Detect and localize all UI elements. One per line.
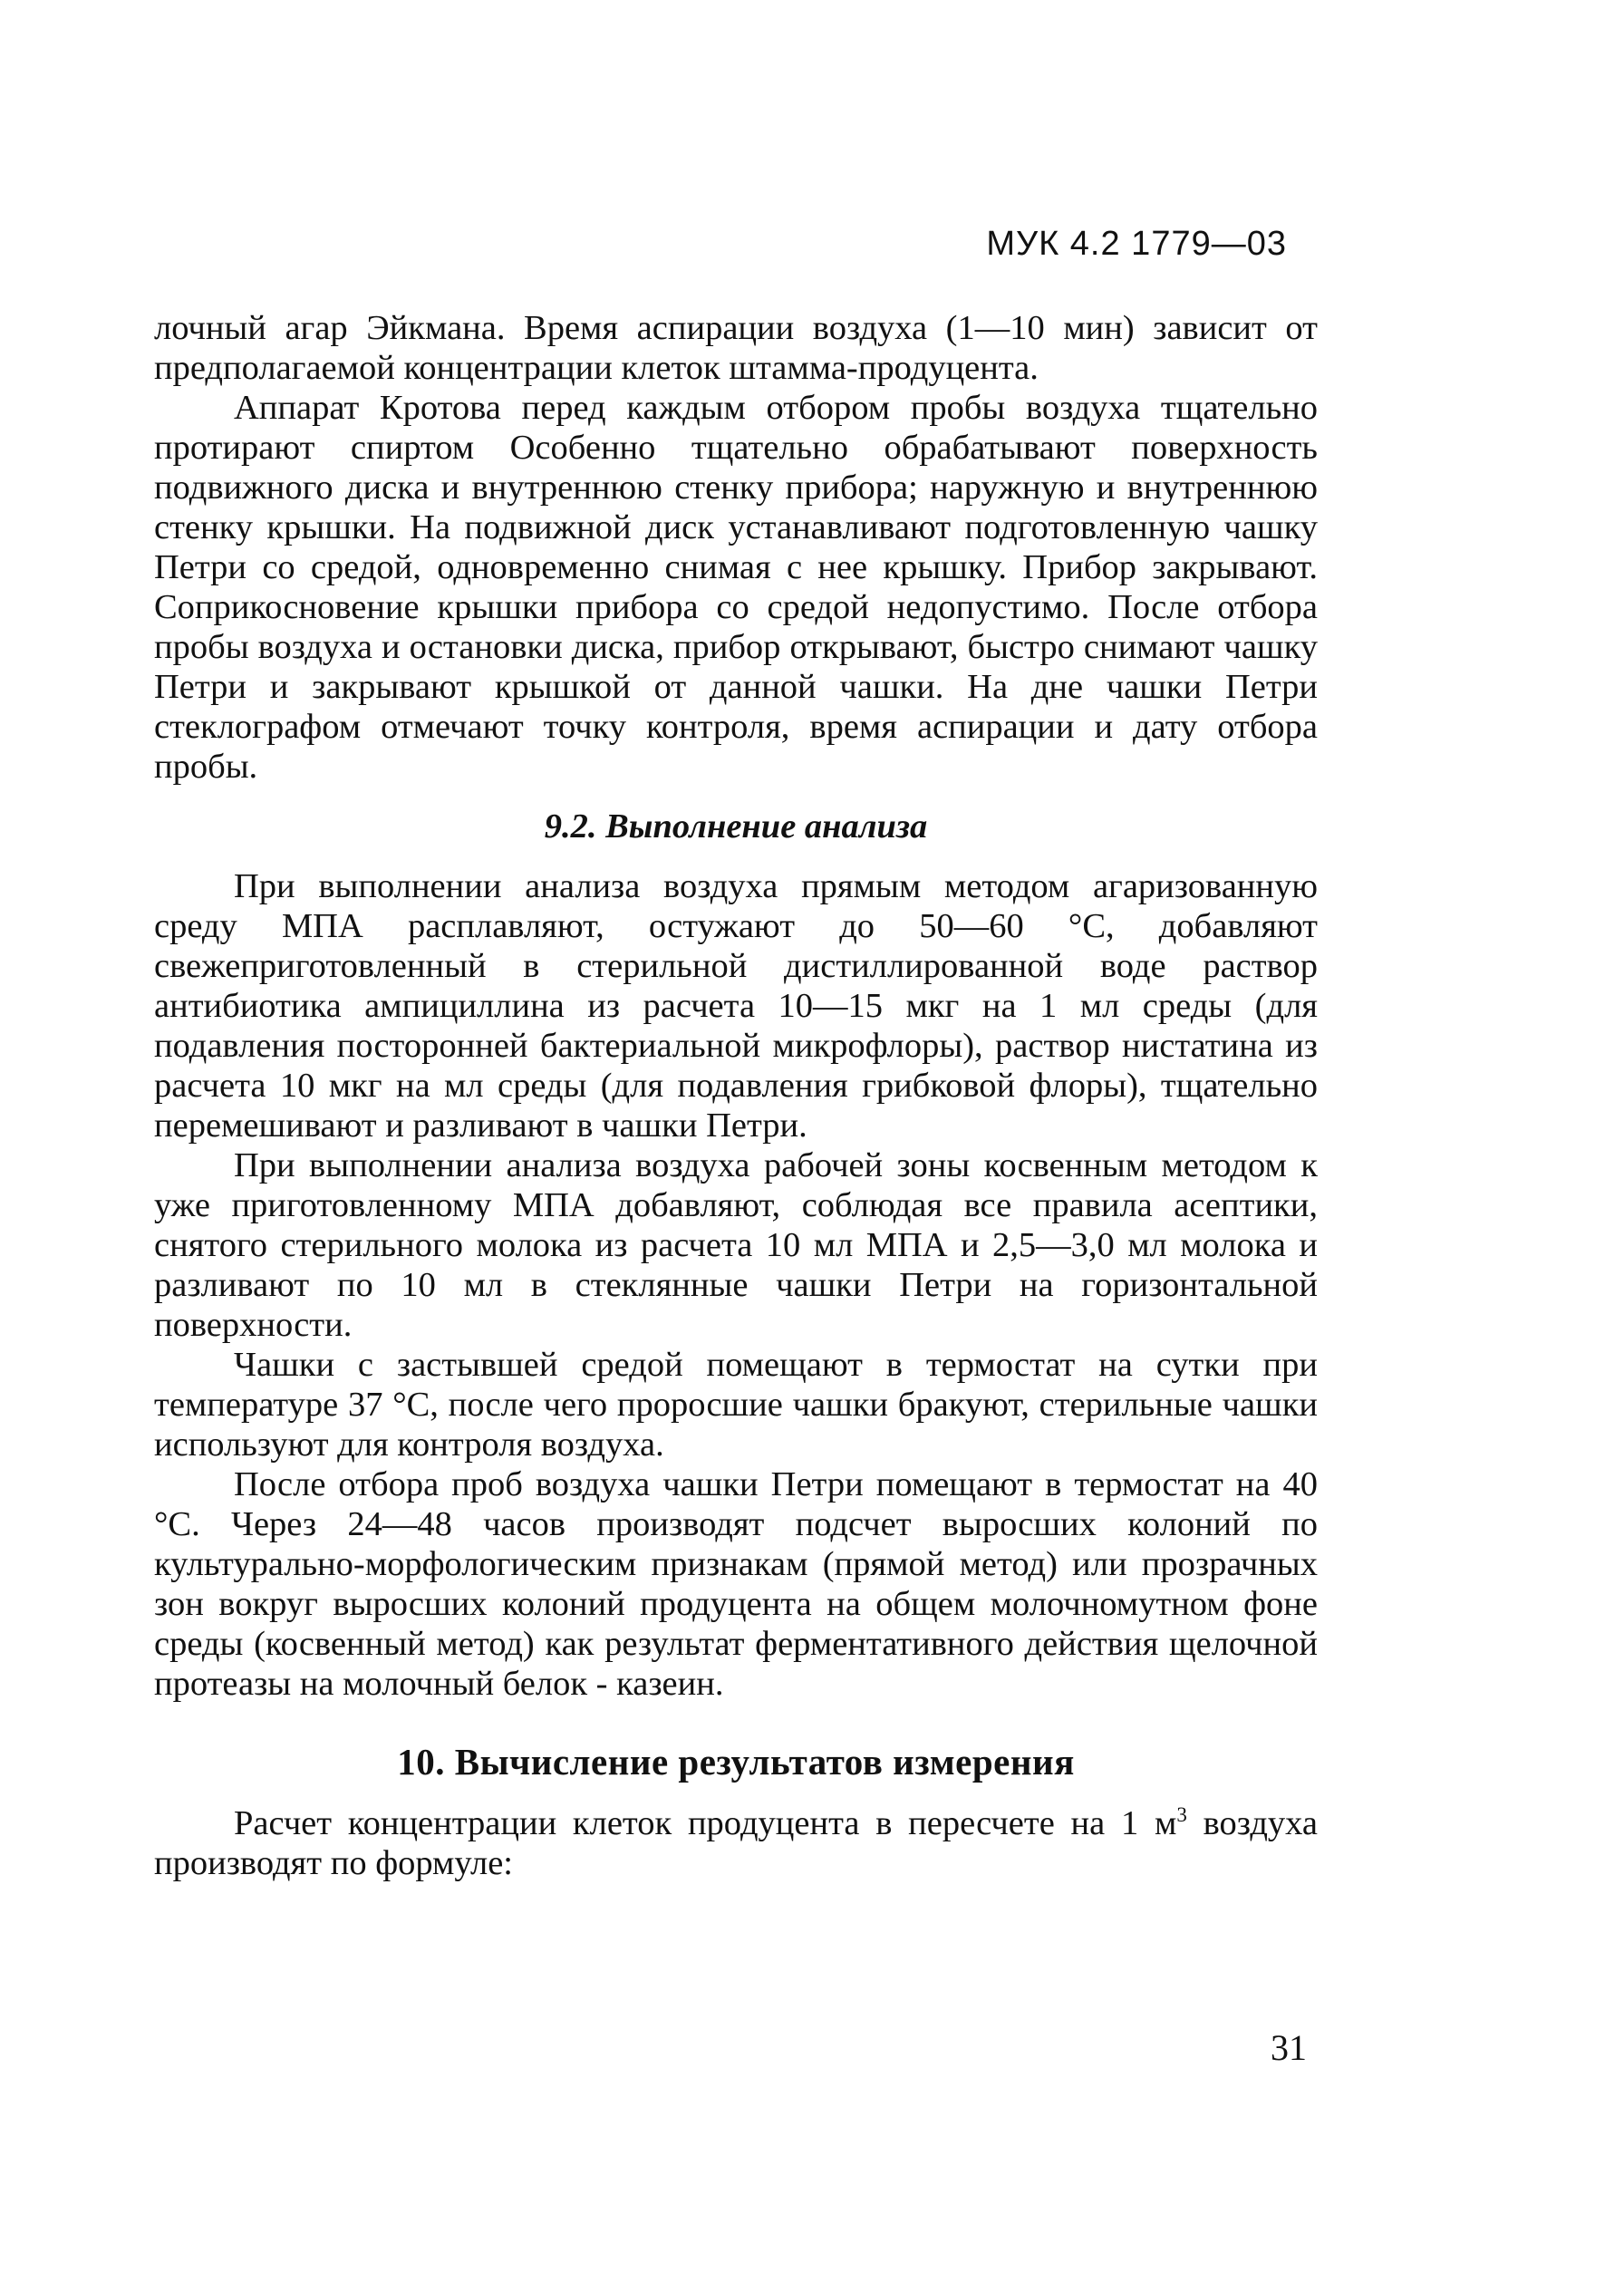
formula-intro-text: Расчет концентрации клеток продуцента в пересчете на 1 м (234, 1804, 1177, 1842)
paragraph-colony-count: После отбора проб воздуха чашки Петри помещают в термостат на 40 °С. Через 24—48 часов производят подсчет выросших колоний по культурально-морфологическим признакам (прямой метод) или прозрачных зон вокруг выросших колоний продуцента на общем молочномутном фоне среды (косвенный метод) как результат ферментативного действия щелочной протеазы на молочный белок - казеин. (154, 1465, 1318, 1703)
page-number: 31 (1271, 2027, 1307, 2068)
paragraph-direct-method: При выполнении анализа воздуха прямым методом агаризованную среду МПА расплавляют, остужают до 50—60 °С, добавляют свежеприготовленный в стерильной дистиллированной воде раствор антибиотика ампициллина из расчета 10—15 мкг на 1 мл среды (для подавления посторонней бактериальной микрофлоры), раствор нистатина из расчета 10 мкг на мл среды (для подавления грибковой флоры), тщательно перемешивают и разливают в чашки Петри. (154, 867, 1318, 1145)
document-code-header: МУК 4.2 1779—03 (986, 225, 1287, 263)
paragraph-krotov-apparatus: Аппарат Кротова перед каждым отбором пробы воздуха тщательно протирают спиртом Особенно тщательно обрабатывают поверхность подвижного диска и внутреннюю стенку прибора; наружную и внутреннюю стенку крышки. На подвижной диск устанавливают подготовленную чашку Петри со средой, одновременно снимая с нее крышку. Прибор закрывают. Соприкосновение крышки прибора со средой недопустимо. После отбора пробы воздуха и остановки диска, прибор открывают, быстро снимают чашку Петри и закрывают крышкой от данной чашки. На дне чашки Петри стеклографом отмечают точку контроля, время аспирации и дату отбора пробы. (154, 389, 1318, 786)
formula-intro-text-end: воздуха производят по формуле: (154, 1804, 1318, 1882)
cubic-superscript: 3 (1176, 1802, 1187, 1827)
subsection-title: 9.2. Выполнение анализа (544, 807, 928, 846)
document-body (154, 308, 1318, 1883)
paragraph-thermostat: Чашки с застывшей средой помещают в термостат на сутки при температуре 37 °С, после чего проросшие чашки бракуют, стерильные чашки используют для контроля воздуха. (154, 1346, 1318, 1464)
section-title: 10. Вычисление результатов измерения (397, 1741, 1075, 1783)
paragraph-indirect-method: При выполнении анализа воздуха рабочей зоны косвенным методом к уже приготовленному МПА добавляют, соблюдая все правила асептики, снятого стерильного молока из расчета 10 мл МПА и 2,5—3,0 мл молока и разливают по 10 мл в стеклянные чашки Петри на горизонтальной поверхности. (154, 1146, 1318, 1344)
paragraph-continuation: лочный агар Эйкмана. Время аспирации воздуха (1—10 мин) зависит от предполагаемой концентрации клеток штамма-продуцента. (154, 309, 1318, 387)
paragraph-formula-intro (154, 1803, 1318, 1883)
